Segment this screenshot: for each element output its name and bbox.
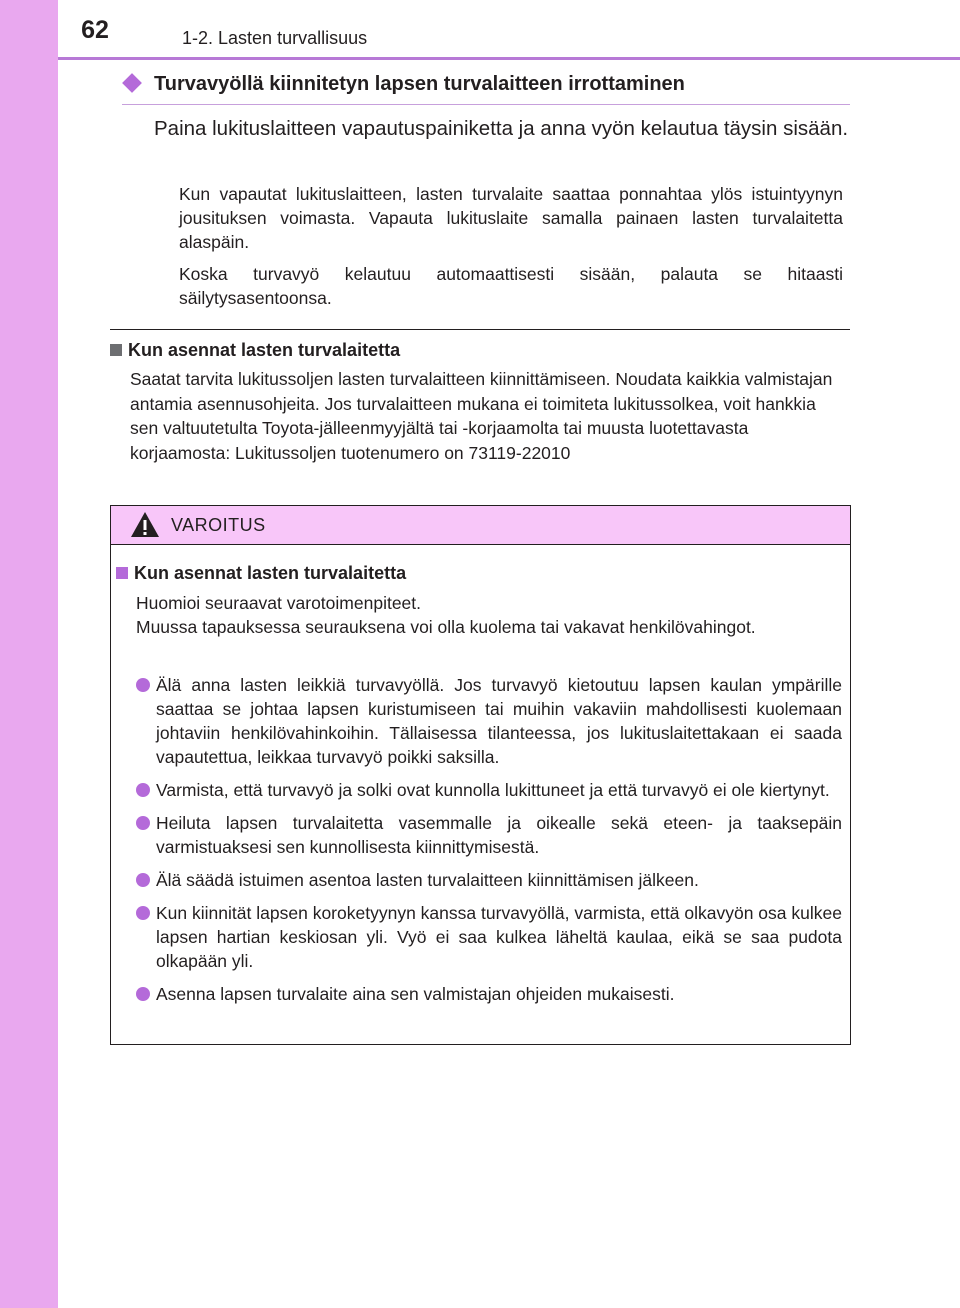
- bullet-dot-icon: [136, 783, 150, 797]
- warning-bullet-text: Heiluta lapsen turvalaitetta vasemmalle ja oikealle sekä eteen- ja taaksepäin varmistuaksesi sen kunnollisesta kiinnittymisestä.: [156, 813, 842, 857]
- warning-bullet-text: Älä anna lasten leikkiä turvavyöllä. Jos turvavyö kietoutuu lapsen kaulan ympärille saattaa se johtaa lapsen kuristumiseen tai muihin vakaviin mahdollisesti kuolemaan johtaviin henkilövahinkoihin. Tällaisessa tilanteessa, jos lukituslaitettakaan ei saada vapautettua, leikkaa turvavyö poikki saksilla.: [156, 675, 842, 767]
- warning-triangle-icon: [130, 511, 160, 538]
- diamond-icon: [122, 73, 142, 93]
- warning-box: [110, 505, 851, 1045]
- bullet-dot-icon: [136, 816, 150, 830]
- step-note: Kun vapautat lukituslaitteen, lasten turvalaite saattaa ponnahtaa ylös istuintyynyn jousituksen voimasta. Vapauta lukituslaite samalla painaen lasten turvalaitetta alaspäin.: [179, 184, 843, 252]
- bullet-dot-icon: [136, 906, 150, 920]
- warning-bullet: [136, 811, 842, 859]
- bullet-dot-icon: [136, 987, 150, 1001]
- warning-bullet: [136, 982, 842, 1006]
- warning-heading: [116, 563, 406, 584]
- info-paragraph: Saatat tarvita lukitussoljen lasten turvalaitteen kiinnittämiseen. Noudata kaikkia valmistajan antamia asennusohjeita. Jos turvalaitteen mukana ei toimiteta lukitussolkea, voit hankkia sen valtuutetulta Toyota-jälleenmyyjältä tai -korjaamolta tai muusta luotettavasta korjaamosta: Lukitussoljen tuotenumero on 73119-22010: [130, 369, 833, 463]
- warning-bullet: [136, 778, 842, 802]
- bullet-dot-icon: [136, 678, 150, 692]
- warning-bullet-text: Kun kiinnität lapsen koroketyynyn kanssa turvavyöllä, varmista, että olkavyön osa kulkee lapsen hartian keskiosan yli. Vyö ei saa kulkea läheltä kaulaa, eikä se saa pudota olkapään yli.: [156, 903, 842, 971]
- warning-label: VAROITUS: [171, 515, 266, 535]
- section-heading: [122, 70, 850, 105]
- warning-bullet: [136, 901, 842, 973]
- warning-bullet-text: Älä säädä istuimen asentoa lasten turvalaitteen kiinnittämisen jälkeen.: [156, 870, 699, 890]
- warning-bullet-text: Asenna lapsen turvalaite aina sen valmistajan ohjeiden mukaisesti.: [156, 984, 675, 1004]
- section-title: Turvavyöllä kiinnitetyn lapsen turvalaitteen irrottaminen: [154, 73, 685, 95]
- warning-consequence: Muussa tapauksessa seurauksena voi olla kuolema tai vakavat henkilövahingot.: [136, 617, 756, 637]
- side-color-bar: [0, 0, 58, 1308]
- warning-heading-text: Kun asennat lasten turvalaitetta: [134, 563, 407, 583]
- warning-intro: [136, 591, 841, 639]
- warning-bullet: [136, 673, 842, 769]
- bullet-dot-icon: [136, 873, 150, 887]
- warning-header: [111, 506, 850, 545]
- warning-bullet: [136, 868, 842, 892]
- header-rule: [58, 57, 960, 60]
- step-instruction: Paina lukituslaitteen vapautuspainiketta ja anna vyön kelautua täysin sisään.: [154, 117, 849, 140]
- section-divider: [110, 329, 850, 330]
- square-bullet-icon: [110, 344, 122, 356]
- info-heading: [110, 340, 400, 361]
- step-note: Koska turvavyö kelautuu automaattisesti sisään, palauta se hitaasti säilytysasentoonsa.: [179, 264, 843, 308]
- info-heading-text: Kun asennat lasten turvalaitetta: [128, 340, 401, 360]
- warning-bullet-text: Varmista, että turvavyö ja solki ovat kunnolla lukittuneet ja että turvavyö ei ole kiertynyt.: [156, 780, 830, 800]
- warning-bullet-list: [136, 673, 842, 1015]
- square-bullet-icon: [116, 567, 128, 579]
- page-number: 62: [81, 16, 109, 44]
- warning-intro-line: Huomioi seuraavat varotoimenpiteet.: [136, 593, 422, 613]
- chapter-title: 1-2. Lasten turvallisuus: [182, 28, 368, 48]
